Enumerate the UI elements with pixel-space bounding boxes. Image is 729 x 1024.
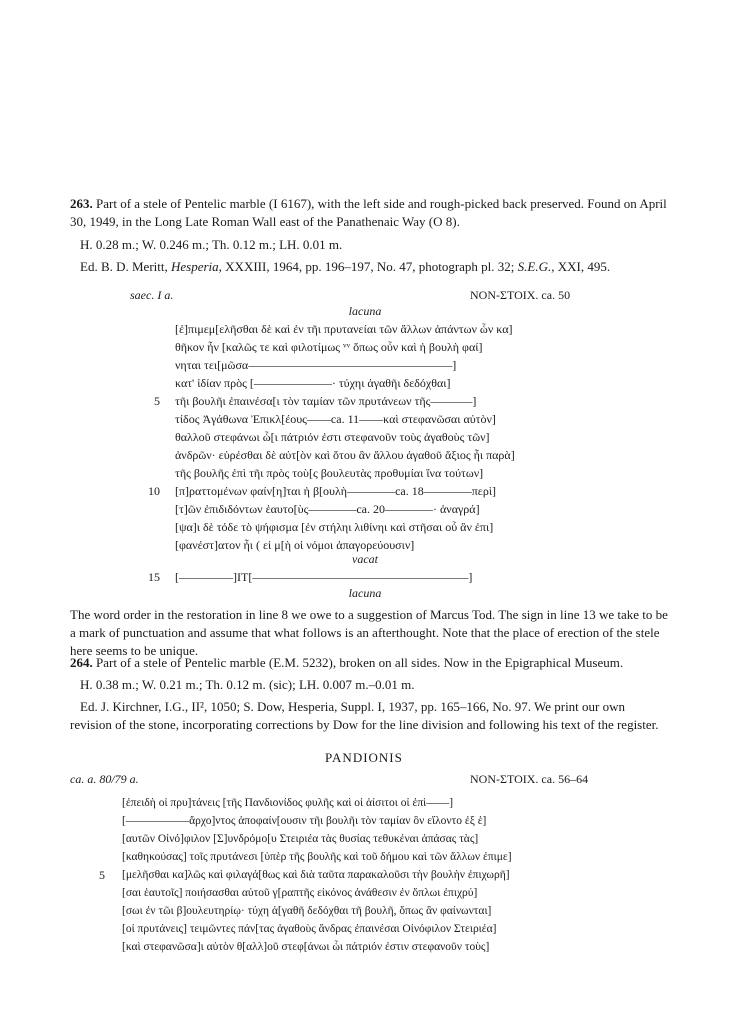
entry-263-stoich: NON-ΣΤΟΙΧ. ca. 50	[470, 288, 571, 302]
entry-263-commentary: The word order in the restoration in line 8 we owe to a suggestion of Marcus Tod. The sign in line 13 we take to be a mark of punctuation and assume that what follows is an afterthought. Note that the place of erection of the stele here seems to be unique.	[70, 607, 668, 658]
greek-264-line-1: [ἐπειδὴ οἱ πρυ]τάνεις [τῆς Πανδιονίδος φυλῆς καὶ οἱ ἀίσιτοι οἱ ἐπὶ––––]	[122, 797, 454, 809]
vacat-label: vacat	[352, 552, 378, 566]
greek-264-line-6: [σαι ἑαυτοῖς] ποιήσασθαι αὐτοῦ γ[ραπτῆς εἰκόνος ἀνάθεσιν ἐν ὅπλωι ἐπιχρύ]	[122, 887, 478, 899]
entry-description: Part of a stele of Pentelic marble (E.M. 5232), broken on all sides. Now in the Epigraphical Museum.	[96, 655, 624, 670]
greek-264-line-3: [αυτῶν Οἰνό]φιλον [Σ]υνδρόμο[υ Στειριέα τὰς θυσίας τεθυκέναι ἁπάσας τὰς]	[122, 833, 479, 845]
entry-number: 263.	[70, 196, 93, 211]
greek-264-line-2: [–––––––––––ἄρχο]ντος ἀποφαίν[ουσιν τῆι βουλῆι τὸν ταμίαν ὃν εἵλοντο ἐξ ἑ]	[122, 815, 487, 827]
greek-line-1: [ἐ]πιμεμ[ελῆσθαι δὲ καὶ ἐν τῆι πρυτανείαι τῶν ἄλλων ἁπάντων ὧν κα]	[175, 322, 513, 336]
greek-264-line-7: [σωι ἐν τῶι β]ουλευτηρίῳ· τύχη ἀ[γαθῆ δεδόχθαι τῆ βουλῆ, ὅπως ἂν φαίνωνται]	[122, 905, 492, 917]
greek-line-12: [ψα]ι δὲ τόδε τὸ ψήφισμα [ἐν στήληι λιθίνηι καὶ στῆσαι οὗ ἂν ἐπι]	[175, 520, 494, 534]
greek-line-15: [–––––––––]ΙΤ[––––––––––––––––––––––––––––––––––––]	[175, 570, 473, 584]
greek-line-5: τῆι βουλῆι ἐπαινέσα[ι τὸν ταμίαν τῶν πρυτάνεων τῆς–––––––]	[175, 394, 477, 408]
greek-line-2: θῆκον ἦν [καλῶς τε καὶ φιλοτίμως ᵛᵛ ὅπως οὖν καὶ ἡ βουλὴ φαί]	[175, 340, 483, 354]
lacuna-bottom: lacuna	[348, 586, 382, 600]
greek-line-11: [τ]ῶν ἐπιδιδόντων ἑαυτο[ὺς––––––––ca. 20––––––––· ἀναγρά]	[175, 502, 480, 516]
entry-263-dimensions: H. 0.28 m.; W. 0.246 m.; Th. 0.12 m.; LH. 0.01 m.	[80, 237, 343, 252]
greek-line-7: θαλλοῦ στεφάνωι ὧ[ι πάτριόν ἐστι στεφανοῦν τοὺς ἀγαθοὺς τῶν]	[175, 430, 490, 444]
greek-264-line-5: [μελῆσθαι κα]λῶς καὶ φιλαγά[θως καὶ διὰ ταῦτα παρακαλοῦσι τὴν βουλὴν ἐπιχωρῆ]	[122, 869, 510, 881]
line-number-264-5: 5	[99, 868, 105, 882]
greek-line-3: νηται τει[μῶσα––––––––––––––––––––––––––––––––––]	[175, 358, 457, 372]
entry-description: Part of a stele of Pentelic marble (I 6167), with the left side and rough-picked back preserved. Found on April 30, 1949, in the Long Late Roman Wall east of the Panathenaic Way (O 8).	[70, 196, 667, 229]
section-heading: PANDIONIS	[325, 750, 403, 765]
entry-264-description	[70, 654, 670, 672]
greek-264-line-8: [οἱ πρυτάνεις] τειμῶντες πάν[τας ἀγαθοὺς ἄνδρας ἐπαινέσαι Οἰνόφιλον Στειριέα]	[122, 923, 497, 935]
entry-264-edition: Ed. J. Kirchner, I.G., II², 1050; S. Dow, Hesperia, Suppl. I, 1937, pp. 165–166, No. 97. We print our own revision of the stone, incorporating corrections by Dow for the line division and following his text of the register.	[70, 699, 659, 732]
line-number-15: 15	[148, 570, 160, 584]
line-number-10: 10	[148, 484, 160, 498]
entry-264-stoich: NON-ΣΤΟΙΧ. ca. 56–64	[470, 772, 589, 786]
lacuna-top: lacuna	[348, 304, 382, 318]
greek-line-4: κατ' ἰδίαν πρὸς [–––––––––––––· τύχηι ἀγαθῆι δεδόχθαι]	[175, 376, 451, 390]
greek-264-line-9: [καὶ στεφανῶσα]ι αὐτὸν θ[αλλ]οῦ στεφ[άνωι ὧι πάτριόν ἐστιν στεφανοῦν τοὺς]	[122, 941, 490, 953]
greek-line-10: [π]ραττομένων φαίν[η]ται ἡ β[ουλὴ––––––––ca. 18––––––––περὶ]	[175, 484, 497, 498]
entry-264-date: ca. a. 80/79 a.	[70, 772, 139, 786]
entry-264-dimensions: H. 0.38 m.; W. 0.21 m.; Th. 0.12 m. (sic); LH. 0.007 m.–0.01 m.	[80, 677, 415, 692]
entry-263-description	[70, 195, 670, 231]
greek-264-line-4: [καθηκούσας] τοῖς πρυτάνεσι [ὑπὲρ τῆς βουλῆς καὶ τοῦ δήμου καὶ τῶν ἄλλων ἐπιμε]	[122, 851, 512, 863]
greek-line-6: τίδος Ἀγάθωνα Ἐπικλ[έους––––ca. 11––––καὶ στεφανῶσαι αὐτὸν]	[175, 412, 496, 426]
entry-number: 264.	[70, 655, 93, 670]
entry-263-edition: Ed. B. D. Meritt, Hesperia, XXXIII, 1964, pp. 196–197, No. 47, photograph pl. 32; S.E.G., XXI, 495.	[80, 259, 611, 274]
greek-line-8: ἀνδρῶν· εὑρέσθαι δὲ αὐτ[ὸν καὶ ὅτου ἂν ἄλλου ἀγαθοῦ ἄξιος ἦι παρὰ]	[175, 448, 515, 462]
entry-263-date: saec. I a.	[130, 288, 174, 302]
greek-line-13: [φανέστ]ατον ἦι ( εἰ μ[ὴ οἱ νόμοι ἀπαγορεύουσιν]	[175, 538, 415, 552]
greek-line-9: τῆς βουλῆς ἐπὶ τῆι πρὸς τοὺ[ς βουλευτὰς προθυμίαι ἵνα τούτων]	[175, 466, 484, 480]
line-number-5: 5	[154, 394, 160, 408]
